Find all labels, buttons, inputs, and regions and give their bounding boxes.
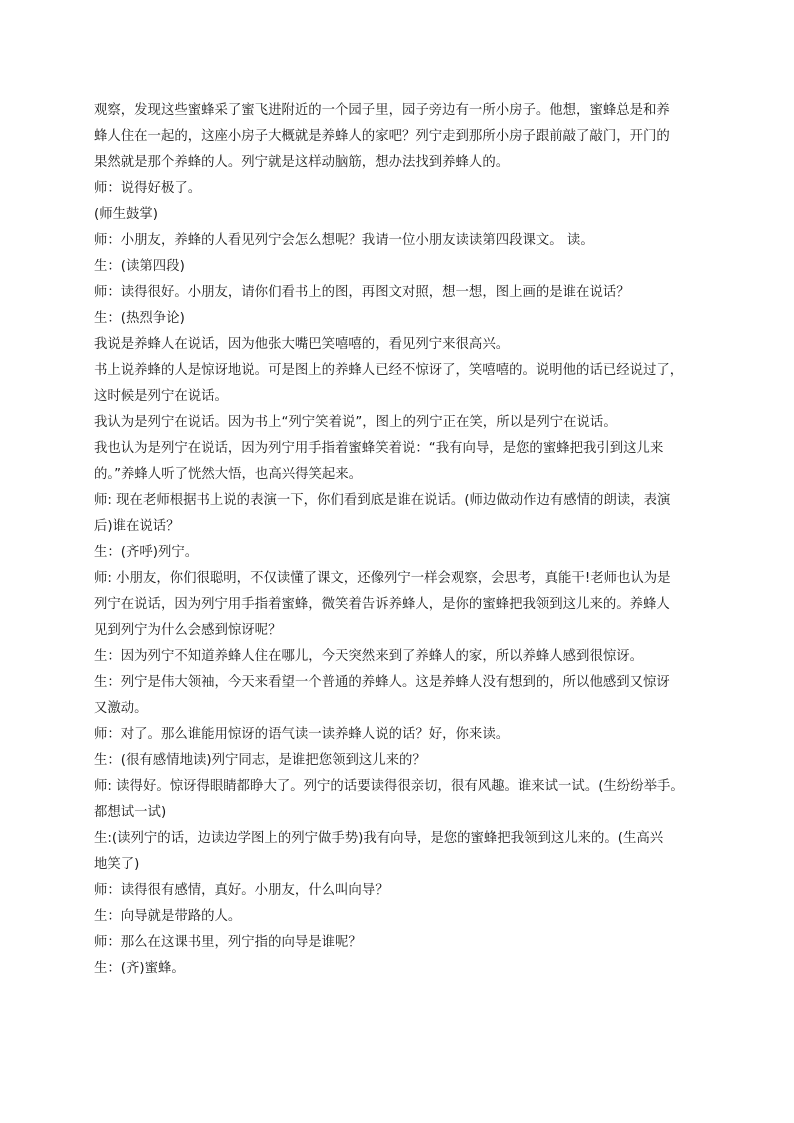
text-line: 师: 小朋友，你们很聪明，不仅读懂了课文，还像列宁一样会观察，会思考，真能干!老师也认为是 <box>94 571 671 586</box>
text-line: 我说是养蜂人在说话，因为他张大嘴巴笑嘻嘻的，看见列宁来很高兴。 <box>94 337 510 352</box>
text-line: 后)谁在说话？ <box>94 519 180 534</box>
text-line: 我认为是列宁在说话。因为书上“列宁笑着说”，图上的列宁正在笑，所以是列宁在说话。 <box>94 415 617 430</box>
text-line: 生:(读列宁的话，边读边学图上的列宁做手势)我有向导，是您的蜜蜂把我领到这儿来的。(生高兴 <box>94 831 664 846</box>
text-line: 师：读得很有感情，真好。小朋友，什么叫向导？ <box>94 883 389 898</box>
text-line: (师生鼓掌) <box>94 207 159 222</box>
text-line: 又激动。 <box>94 701 148 716</box>
text-line: 生：向导就是带路的人。 <box>94 909 242 924</box>
text-line: 生：(很有感情地读)列宁同志，是谁把您领到这儿来的？ <box>94 753 426 768</box>
text-line: 的。”养蜂人听了恍然大悟，也高兴得笑起来。 <box>94 467 363 482</box>
text-line: 我也认为是列宁在说话，因为列宁用手指着蜜蜂笑着说：“我有向导，是您的蜜蜂把我引到这儿来 <box>94 441 664 456</box>
text-line: 生：(热烈争论) <box>94 311 185 326</box>
text-line: 蜂人住在一起的，这座小房子大概就是养蜂人的家吧？列宁走到那所小房子跟前敲了敲门，开门的 <box>94 129 670 144</box>
text-line: 这时候是列宁在说话。 <box>94 389 228 404</box>
text-line: 师: 现在老师根据书上说的表演一下，你们看到底是谁在说话。(师边做动作边有感情的朗读，表演 <box>94 493 671 508</box>
text-line: 果然就是那个养蜂的人。列宁就是这样动脑筋，想办法找到养蜂人的。 <box>94 155 510 170</box>
text-line: 师：读得很好。小朋友，请你们看书上的图，再图文对照，想一想，图上画的是谁在说话？ <box>94 285 630 300</box>
text-line: 见到列宁为什么会感到惊讶呢？ <box>94 623 282 638</box>
text-line: 生：(齐呼)列宁。 <box>94 545 199 560</box>
text-line: 生：因为列宁不知道养蜂人住在哪儿，今天突然来到了养蜂人的家，所以养蜂人感到很惊讶。 <box>94 649 644 664</box>
document-page <box>94 98 701 982</box>
text-line: 生：列宁是伟大领袖，今天来看望一个普通的养蜂人。这是养蜂人没有想到的，所以他感到又惊讶 <box>94 675 670 690</box>
text-line: 师：对了。那么谁能用惊讶的语气读一读养蜂人说的话？好，你来读。 <box>94 727 510 742</box>
text-line: 列宁在说话，因为列宁用手指着蜜蜂，微笑着告诉养蜂人，是你的蜜蜂把我领到这儿来的。养蜂人 <box>94 597 670 612</box>
text-line: 书上说养蜂的人是惊讶地说。可是图上的养蜂人已经不惊讶了，笑嘻嘻的。说明他的话已经说过了， <box>94 363 684 378</box>
text-line: 生：(齐)蜜蜂。 <box>94 961 185 976</box>
text-line: 观察，发现这些蜜蜂采了蜜飞进附近的一个园子里，园子旁边有一所小房子。他想，蜜蜂总是和养 <box>94 103 670 118</box>
text-line: 地笑了) <box>94 857 140 872</box>
text-line: 师：说得好极了。 <box>94 181 202 196</box>
text-line: 师：小朋友，养蜂的人看见列宁会怎么想呢？我请一位小朋友读读第四段课文。 读。 <box>94 233 594 248</box>
text-line: 生：(读第四段) <box>94 259 185 274</box>
text-line: 师: 读得好。惊讶得眼睛都睁大了。列宁的话要读得很亲切，很有风趣。谁来试一试。(生纷纷举手。 <box>94 779 684 794</box>
text-line: 师：那么在这课书里，列宁指的向导是谁呢？ <box>94 935 362 950</box>
text-line: 都想试一试) <box>94 805 167 820</box>
